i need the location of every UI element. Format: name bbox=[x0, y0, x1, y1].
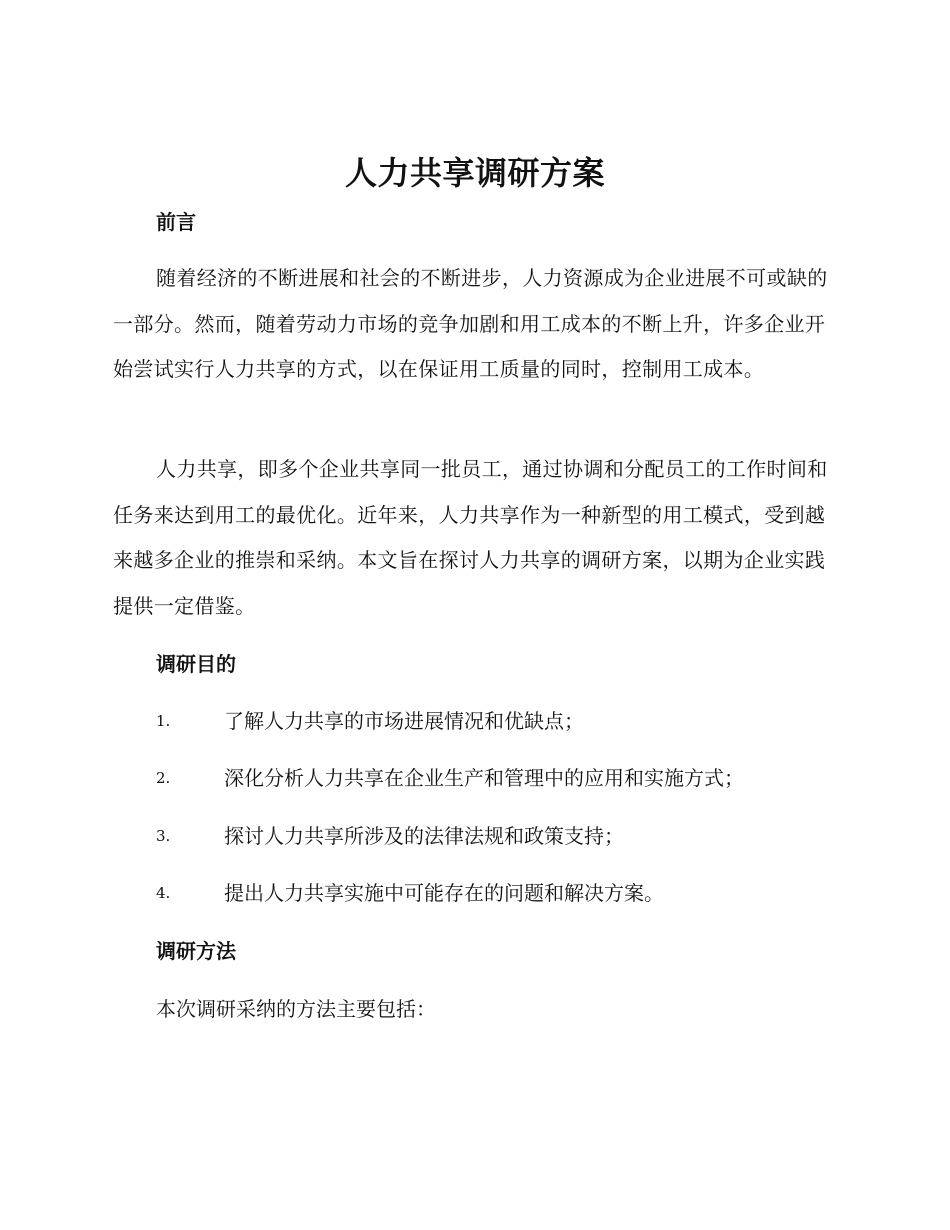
section-heading-preface: 前言 bbox=[156, 210, 196, 234]
paragraph: 随着经济的不断进展和社会的不断进步，人力资源成为企业进展不可或缺的一部分。然而，随着劳动力市场的竞争加剧和用工成本的不断上升，许多企业开始尝试实行人力共享的方式，以在保证用工质量的同时，控制用工成本。 bbox=[113, 266, 828, 381]
list-item bbox=[156, 706, 856, 736]
list-item bbox=[156, 878, 856, 908]
list-item-text: 提出人力共享实施中可能存在的问题和解决方案。 bbox=[224, 881, 664, 905]
list-item bbox=[156, 821, 856, 851]
list-item-text: 深化分析人力共享在企业生产和管理中的应用和实施方式； bbox=[224, 766, 744, 790]
list-item-number: 2. bbox=[156, 769, 171, 787]
list-item-text: 探讨人力共享所涉及的法律法规和政策支持； bbox=[224, 824, 624, 848]
method-intro-text: 本次调研采纳的方法主要包括： bbox=[156, 997, 436, 1021]
section-heading-purpose: 调研目的 bbox=[156, 652, 236, 676]
section-heading-method: 调研方法 bbox=[156, 939, 236, 963]
list-item-number: 1. bbox=[156, 712, 171, 730]
list-item-text: 了解人力共享的市场进展情况和优缺点； bbox=[224, 709, 584, 733]
list-item bbox=[156, 763, 856, 793]
list-item-number: 4. bbox=[156, 884, 171, 902]
paragraph: 人力共享，即多个企业共享同一批员工，通过协调和分配员工的工作时间和任务来达到用工的最优化。近年来，人力共享作为一种新型的用工模式，受到越来越多企业的推崇和采纳。本文旨在探讨人力共享的调研方案，以期为企业实践提供一定借鉴。 bbox=[113, 457, 828, 618]
document-title: 人力共享调研方案 bbox=[344, 154, 605, 192]
list-item-number: 3. bbox=[156, 827, 171, 845]
